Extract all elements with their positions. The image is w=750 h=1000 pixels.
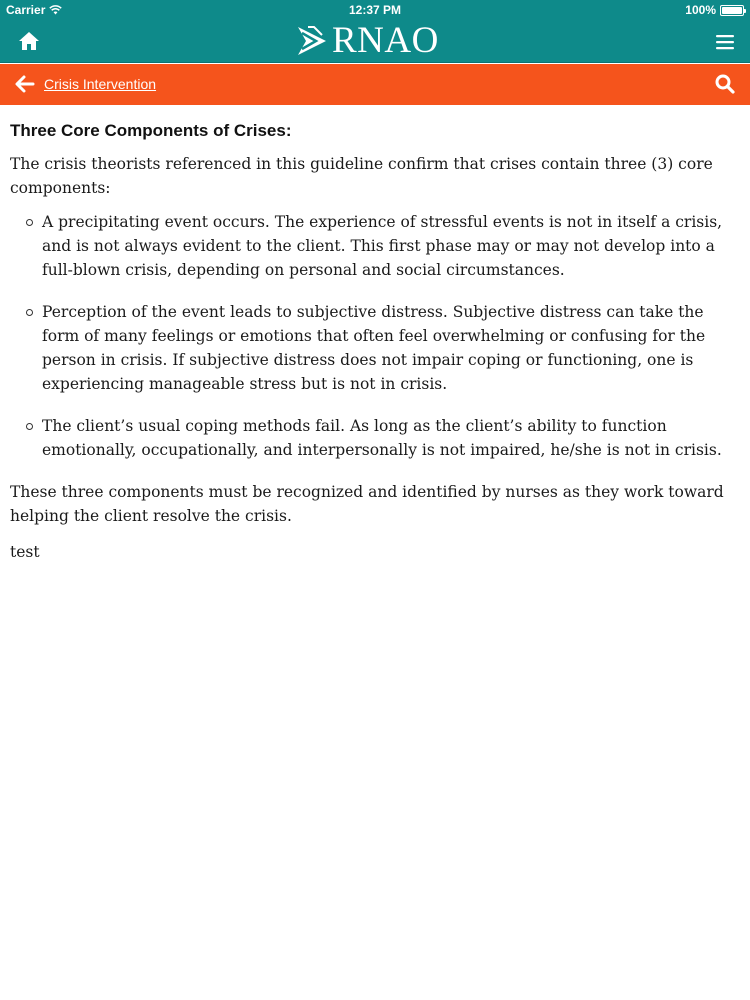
status-battery (685, 3, 744, 17)
carrier-label: Carrier (6, 3, 46, 17)
home-button[interactable] (16, 29, 42, 53)
rnao-logo-icon (296, 23, 330, 59)
breadcrumb-bar (0, 64, 750, 105)
search-button[interactable] (714, 73, 736, 95)
battery-percent: 100% (685, 3, 716, 17)
closing-paragraph: These three components must be recognized and identified by nurses as they work toward helping the client resolve the crisis. (10, 483, 724, 525)
rnao-logo (296, 22, 439, 60)
list-item-text: A precipitating event occurs. The experience of stressful events is not in itself a crisis, and is not always evident to the client. This first phase may or may not develop into a full-blown crisis, depending on personal and social circumstances. (42, 213, 723, 279)
battery-icon (720, 5, 744, 16)
list-item-text: The client’s usual coping methods fail. As long as the client’s ability to function emotionally, occupationally, and interpersonally is not impaired, he/she is not in crisis. (42, 417, 722, 459)
menu-button[interactable] (714, 32, 736, 52)
search-icon (714, 73, 736, 95)
bullet-circle-icon (26, 219, 33, 226)
article-content (0, 105, 750, 564)
back-arrow-icon (14, 74, 36, 94)
footer-text: test (10, 543, 40, 561)
back-button[interactable] (14, 74, 36, 94)
app-header (0, 20, 750, 63)
breadcrumb-link[interactable]: Crisis Intervention (44, 76, 157, 92)
list-item (10, 210, 740, 282)
page-title: Three Core Components of Crises: (10, 121, 292, 140)
status-time: 12:37 PM (348, 3, 402, 17)
intro-paragraph: The crisis theorists referenced in this guideline confirm that crises contain three (3) core components: (10, 155, 713, 197)
hamburger-menu-icon (714, 32, 736, 52)
status-bar (0, 0, 750, 20)
list-item (10, 300, 740, 396)
bullet-circle-icon (26, 423, 33, 430)
list-item (10, 414, 740, 462)
component-list (10, 210, 740, 462)
list-item-text: Perception of the event leads to subjective distress. Subjective distress can take the form of many feelings or emotions that often feel overwhelming or confusing for the person in crisis. If subjective distress does not impair coping or functioning, one is experiencing manageable stress but is not in crisis. (42, 303, 706, 393)
logo-text: RNAO (332, 20, 439, 61)
battery-level (722, 7, 742, 14)
bullet-circle-icon (26, 309, 33, 316)
home-icon (16, 29, 42, 53)
